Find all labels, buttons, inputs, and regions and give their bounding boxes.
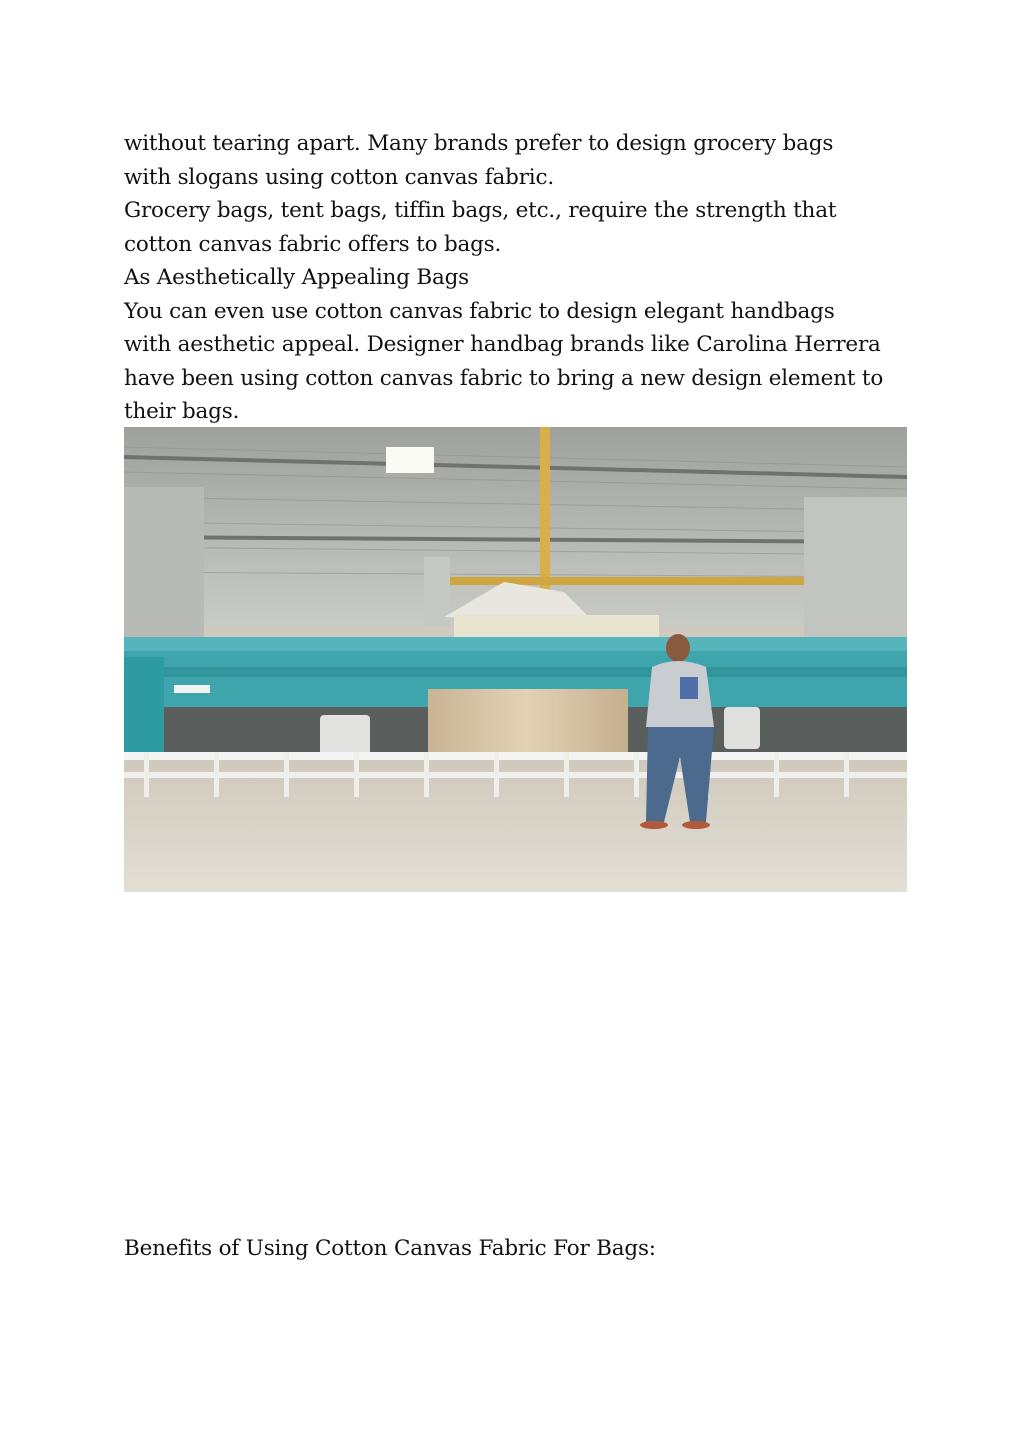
text-line: their bags. bbox=[124, 399, 240, 424]
subheading: As Aesthetically Appealing Bags bbox=[124, 265, 470, 290]
machine-top bbox=[124, 637, 907, 651]
factory-photo bbox=[124, 427, 907, 892]
motor-left bbox=[320, 715, 370, 757]
motor-right bbox=[724, 707, 760, 749]
text-line: Grocery bags, tent bags, tiffin bags, etc., require the strength that bbox=[124, 198, 837, 223]
text-line: with aesthetic appeal. Designer handbag brands like Carolina Herrera bbox=[124, 332, 881, 357]
fabric-sheet bbox=[454, 615, 659, 637]
ceiling-light bbox=[386, 447, 434, 473]
machine-label bbox=[174, 685, 210, 693]
section-heading: Benefits of Using Cotton Canvas Fabric For Bags: bbox=[124, 1236, 656, 1261]
factory-illustration bbox=[124, 427, 907, 892]
text-line: without tearing apart. Many brands prefer to design grocery bags bbox=[124, 131, 834, 156]
fabric-roll bbox=[428, 689, 628, 755]
text-line: with slogans using cotton canvas fabric. bbox=[124, 164, 554, 190]
text-line: You can even use cotton canvas fabric to design elegant handbags bbox=[124, 298, 835, 324]
text-line: have been using cotton canvas fabric to bring a new design element to bbox=[124, 365, 884, 391]
text-line: cotton canvas fabric offers to bags. bbox=[124, 231, 502, 257]
body-text bbox=[124, 127, 914, 429]
